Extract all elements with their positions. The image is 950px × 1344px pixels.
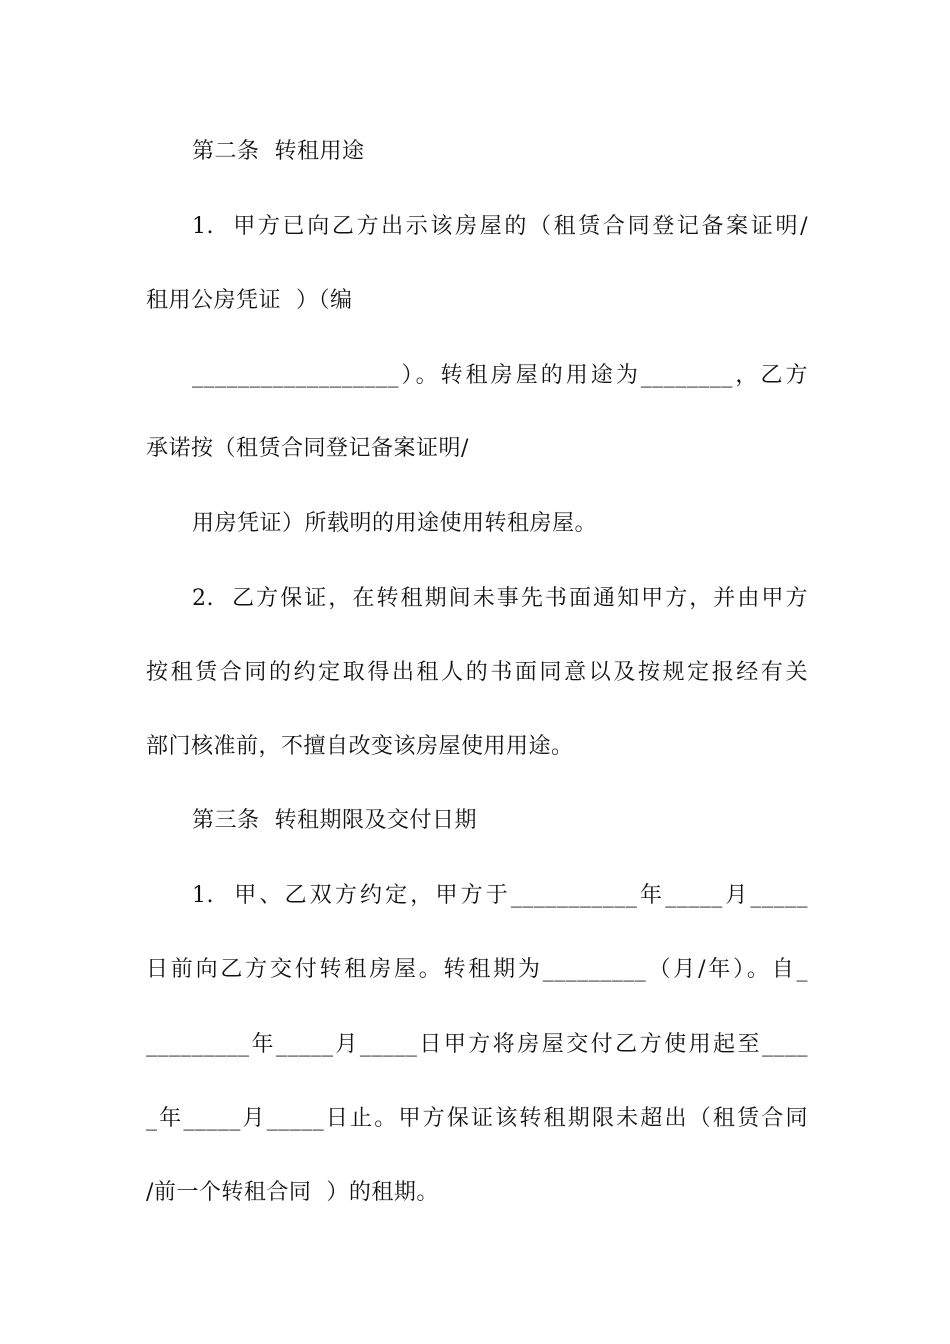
paragraph-line: [146, 955, 808, 985]
paragraph-line: [146, 1030, 808, 1060]
paragraph-text: 1. 甲方已向乙方出示该房屋的（租赁合同登记备案证明/: [192, 214, 808, 239]
article-2-heading: 第二条 转租用途: [192, 139, 365, 164]
paragraph-text: 按租赁合同的约定取得出租人的书面同意以及按规定报经有关: [146, 660, 808, 685]
paragraph-line: [192, 881, 808, 911]
paragraph-line: 用房凭证）所载明的用途使用转租房屋。: [192, 511, 598, 536]
paragraph-text: 1. 甲、乙双方约定，甲方于___________年_____月_____: [192, 883, 808, 908]
paragraph-line: 承诺按（租赁合同登记备案证明/: [146, 436, 469, 461]
paragraph-line: 租用公房凭证 ）（编: [146, 288, 353, 313]
article-3-heading: 第三条 转租期限及交付日期: [192, 808, 477, 833]
paragraph-line: 部门核准前，不擅自改变该房屋使用用途。: [146, 734, 574, 759]
paragraph-line: /前一个转租合同 ）的租期。: [146, 1180, 439, 1205]
paragraph-text: 日前向乙方交付转租房屋。转租期为_________（月/年）。自_: [146, 957, 808, 982]
paragraph-text: __________________）。转租房屋的用途为________，乙方: [192, 363, 808, 388]
paragraph-line: [192, 212, 808, 242]
paragraph-text: 2. 乙方保证，在转租期间未事先书面通知甲方，并由甲方: [192, 586, 808, 611]
paragraph-line: [146, 658, 808, 688]
paragraph-line: [192, 584, 808, 614]
paragraph-line: [146, 1104, 808, 1134]
paragraph-text: _年_____月_____日止。甲方保证该转租期限未超出（租赁合同: [146, 1106, 808, 1131]
paragraph-text: _________年_____月_____日甲方将房屋交付乙方使用起至____: [146, 1032, 808, 1057]
paragraph-line: [192, 361, 808, 391]
